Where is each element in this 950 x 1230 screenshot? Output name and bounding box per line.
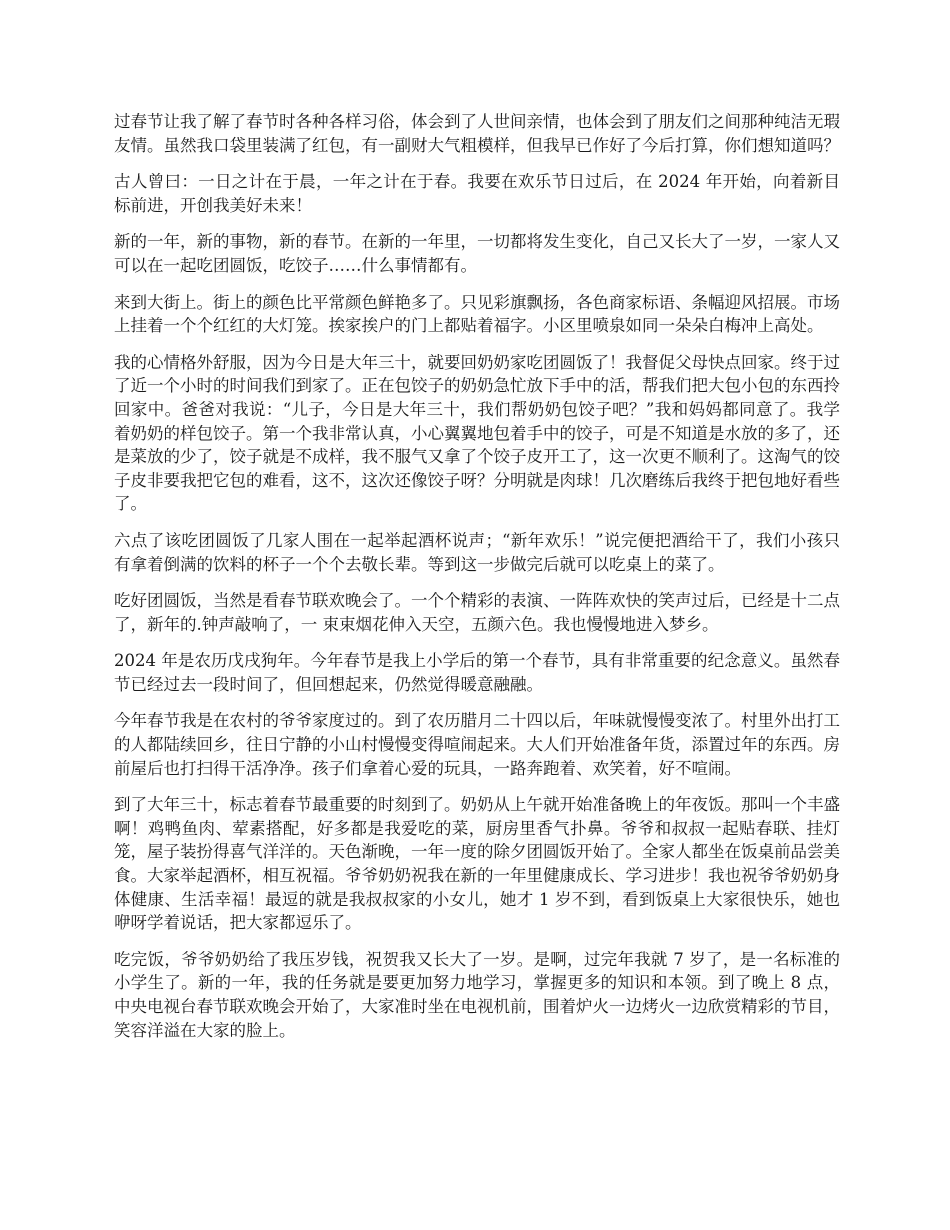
- paragraph-1: 过春节让我了解了春节时各种各样习俗，体会到了人世间亲情，也体会到了朋友们之间那种纯洁无瑕友情。虽然我口袋里装满了红包，有一副财大气粗模样，但我早已作好了今后打算，你们想知道吗？: [114, 112, 840, 155]
- document-body: [114, 110, 840, 1055]
- paragraph-10: 到了大年三十，标志着春节最重要的时刻到了。奶奶从上午就开始准备晚上的年夜饭。那叫一个丰盛啊！鸡鸭鱼肉、荤素搭配，好多都是我爱吃的菜，厨房里香气扑鼻。爷爷和叔叔一起贴春联、挂灯笼，屋子装扮得喜气洋洋的。天色渐晚，一年一度的除夕团圆饭开始了。全家人都坐在饭桌前品尝美食。大家举起酒杯，相互祝福。爷爷奶奶祝我在新的一年里健康成长、学习进步！我也祝爷爷奶奶身体健康、生活幸福！最逗的就是我叔叔家的小女儿，她才 1 岁不到，看到饭桌上大家很快乐，她也咿呀学着说话，把大家都逗乐了。: [114, 795, 840, 933]
- paragraph-4: 来到大街上。街上的颜色比平常颜色鲜艳多了。只见彩旗飘扬，各色商家标语、条幅迎风招展。市场上挂着一个个红红的大灯笼。挨家挨户的门上都贴着福字。小区里喷泉如同一朵朵白梅冲上高处。: [114, 292, 840, 336]
- paragraph-7: 吃好团圆饭，当然是看春节联欢晚会了。一个个精彩的表演、一阵阵欢快的笑声过后，已经是十二点了，新年的.钟声敲响了，一 束束烟花伸入天空，五颜六色。我也慢慢地进入梦乡。: [114, 591, 840, 634]
- paragraph-2: 古人曾曰：一日之计在于晨，一年之计在于春。我要在欢乐节日过后，在 2024 年开始，向着新目标前进，开创我美好未来！: [114, 172, 840, 215]
- paragraph-3: 新的一年，新的事物，新的春节。在新的一年里，一切都将发生变化，自己又长大了一岁，一家人又可以在一起吃团圆饭，吃饺子……什么事情都有。: [114, 232, 840, 275]
- paragraph-11: 吃完饭，爷爷奶奶给了我压岁钱，祝贺我又长大了一岁。是啊，过完年我就 7 岁了，是一名标准的小学生了。新的一年，我的任务就是要更加努力地学习，掌握更多的知识和本领。到了晚上 8 点，中央电视台春节联欢晚会开始了，大家准时坐在电视机前，围着炉火一边烤火一边欣赏精彩的节目，笑容洋溢在大家的脸上。: [114, 949, 840, 1040]
- paragraph-9: 今年春节我是在农村的爷爷家度过的。到了农历腊月二十四以后，年味就慢慢变浓了。村里外出打工的人都陆续回乡，往日宁静的小山村慢慢变得喧闹起来。大人们开始准备年货，添置过年的东西。房前屋后也打扫得干活净净。孩子们拿着心爱的玩具，一路奔跑着、欢笑着，好不喧闹。: [114, 711, 840, 778]
- paragraph-6: 六点了该吃团圆饭了几家人围在一起举起酒杯说声；“新年欢乐！”说完便把酒给干了，我们小孩只有拿着倒满的饮料的杯子一个个去敬长辈。等到这一步做完后就可以吃桌上的菜了。: [114, 530, 840, 574]
- paragraph-5: 我的心情格外舒服，因为今日是大年三十，就要回奶奶家吃团圆饭了！我督促父母快点回家。终于过了近一个小时的时间我们到家了。正在包饺子的奶奶急忙放下手中的活，帮我们把大包小包的东西拎回家中。爸爸对我说：“儿子，今日是大年三十，我们帮奶奶包饺子吧？”我和妈妈都同意了。我学着奶奶的样包饺子。第一个我非常认真，小心翼翼地包着手中的饺子，可是不知道是水放的多了，还是菜放的少了，饺子就是不成样，我不服气又拿了个饺子皮开工了，这一次更不顺利了。这淘气的饺子皮非要我把它包的难看，这不，这次还像饺子呀？分明就是肉球！几次磨练后我终于把包地好看些了。: [114, 352, 840, 514]
- paragraph-8: 2024 年是农历戊戌狗年。今年春节是我上小学后的第一个春节，具有非常重要的纪念意义。虽然春节已经过去一段时间了，但回想起来，仍然觉得暖意融融。: [114, 651, 840, 694]
